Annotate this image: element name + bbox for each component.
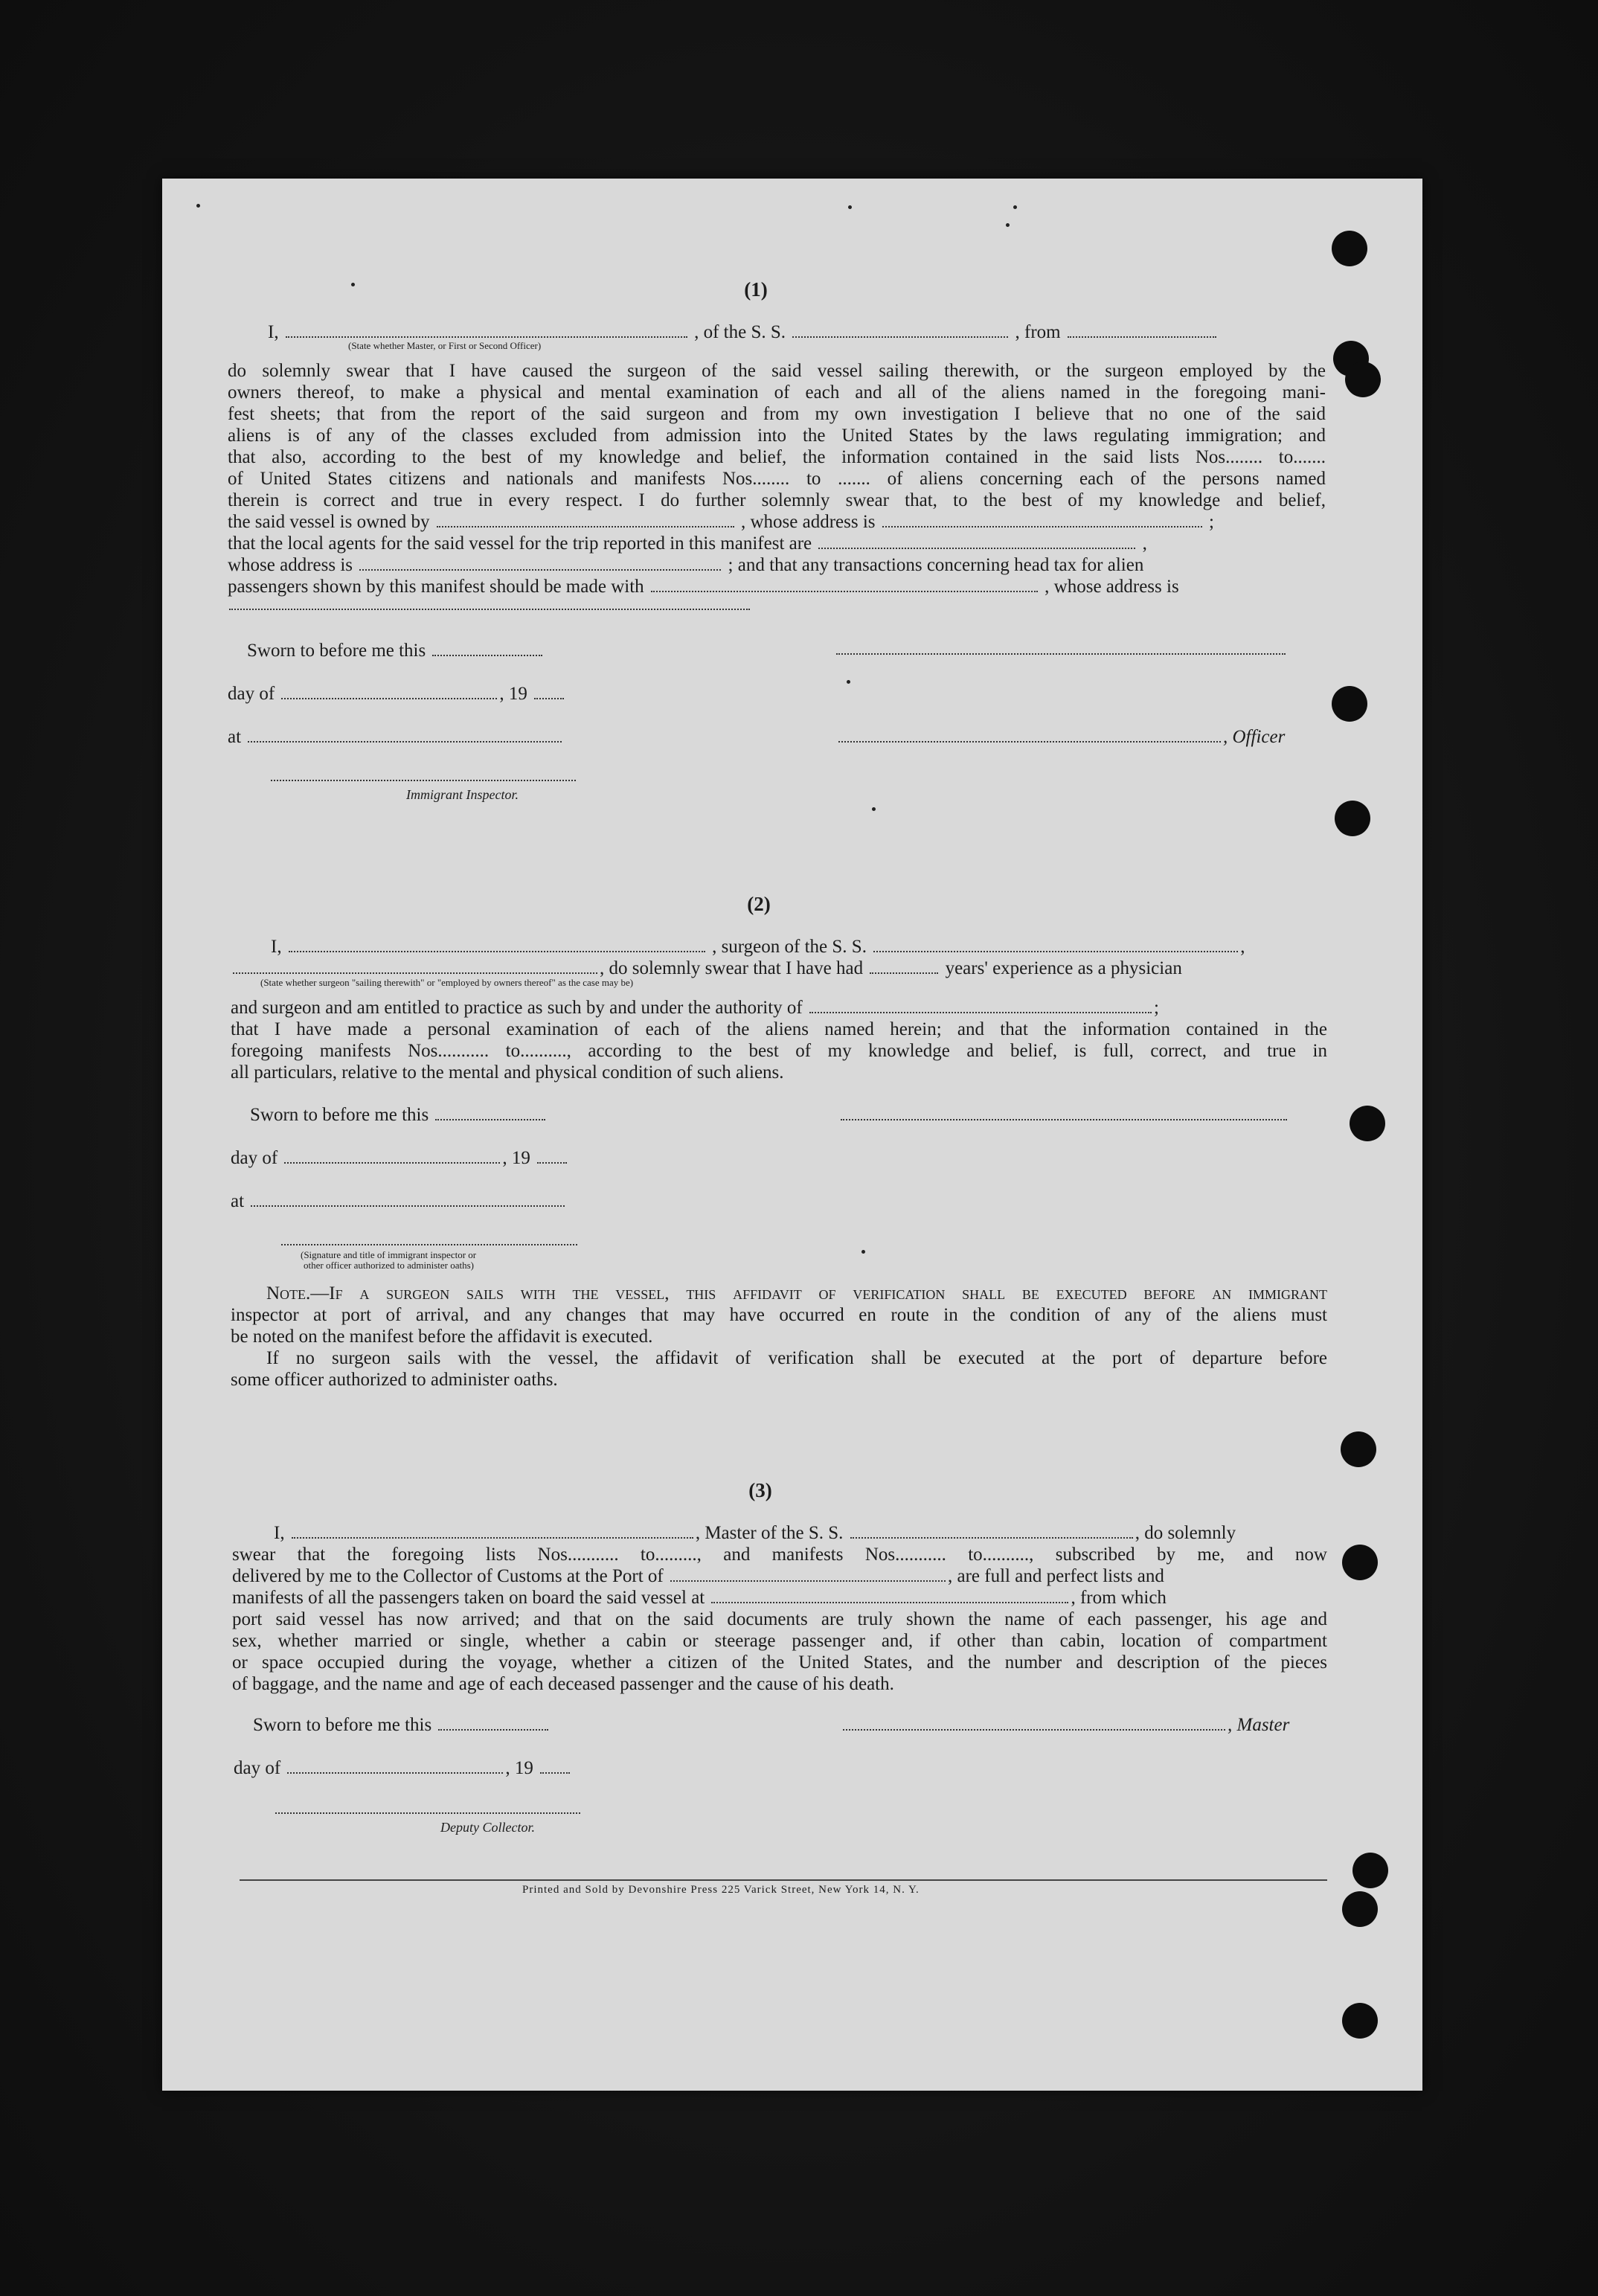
sworn-blank <box>438 1729 548 1731</box>
section-3-body-line: or space occupied during the voyage, whether a citizen of the United States, and the number and description of the pieces <box>232 1652 1327 1673</box>
authority-blank <box>809 1012 1152 1013</box>
officer-signature <box>836 726 1285 748</box>
comma: , <box>1142 533 1147 554</box>
address-continuation-blank <box>229 609 750 610</box>
punch-hole <box>1342 1891 1378 1927</box>
punch-hole <box>1341 1431 1376 1467</box>
note-line <box>231 1283 1327 1304</box>
section-3-body-line: sex, whether married or single, whether a cabin or steerage passenger and, if other than cabin, location of compartment <box>232 1631 1327 1651</box>
section-2-sub-caption: (State whether surgeon "sailing therewith" or "employed by owners thereof" as the case may be) <box>260 977 634 988</box>
master-signature-blank <box>843 1729 1225 1731</box>
section-2-sworn <box>250 1104 548 1126</box>
year-blank <box>534 698 564 699</box>
section-1-body-line: therein is correct and true in every respect. I do further solemnly swear that, to the best of my knowledge and belief, <box>228 490 1326 510</box>
punch-hole <box>1335 801 1370 836</box>
section-1-i: I, <box>268 322 279 342</box>
day-of-label: day of <box>231 1148 278 1168</box>
section-3-day <box>234 1757 572 1779</box>
note-line: be noted on the manifest before the affidavit is executed. <box>231 1327 653 1347</box>
officer-label: , Officer <box>1223 727 1286 747</box>
year-label: , 19 <box>505 1758 533 1778</box>
passengers-line <box>228 576 1326 597</box>
punch-hole <box>1342 1545 1378 1580</box>
sworn-label: Sworn to before me this <box>253 1715 432 1735</box>
experience-text: years' experience as a physician <box>945 958 1182 978</box>
day-blank <box>287 1772 503 1774</box>
at-blank <box>248 741 562 743</box>
printer-imprint: Printed and Sold by Devonshire Press 225 Varick Street, New York 14, N. Y. <box>522 1884 920 1896</box>
section-2-line-2 <box>231 958 1327 979</box>
speck <box>351 283 355 286</box>
surgeon-type-blank <box>233 972 597 974</box>
section-2-body-line: all particulars, relative to the mental and physical condition of such aliens. <box>231 1062 784 1083</box>
section-3-sworn <box>253 1714 551 1736</box>
section-1-body-line: that also, according to the best of my knowledge and belief, the information contained in the said lists Nos........ to....... <box>228 447 1326 467</box>
sig-caption-1: (Signature and title of immigrant inspector or <box>301 1249 477 1260</box>
at-label: at <box>231 1191 245 1211</box>
note-line: inspector at port of arrival, and any changes that may have occurred en route in the condition of any of the aliens must <box>231 1305 1327 1325</box>
agents-blank <box>818 548 1135 549</box>
footer-rule <box>240 1879 1327 1881</box>
section-2-line-1 <box>271 936 1327 958</box>
departure-port-blank <box>711 1602 1068 1603</box>
speck <box>872 807 876 811</box>
section-2-at <box>231 1190 567 1212</box>
collector-text: delivered by me to the Collector of Customs at the Port of <box>232 1566 664 1586</box>
passengers-label: passengers shown by this manifest should be made with <box>228 577 644 597</box>
speck <box>847 680 850 684</box>
section-1-at <box>228 726 564 748</box>
section-1-body-line: owners thereof, to make a physical and mental examination of each and all of the aliens named in the foregoing mani- <box>228 382 1326 403</box>
agents-address-blank <box>359 569 721 571</box>
owned-by-line <box>228 511 1326 533</box>
day-blank <box>281 698 497 699</box>
section-3-number: (3) <box>748 1479 772 1501</box>
section-3-i: I, <box>274 1523 285 1543</box>
note-text: Note.—If a surgeon sails with the vessel, this affidavit of verification shall be executed before an immigrant <box>266 1283 1327 1303</box>
section-2-line-3 <box>231 997 1327 1019</box>
owner-address-label: , whose address is <box>740 512 876 532</box>
agents-address-line <box>228 554 1326 576</box>
section-1-body-line: aliens is of any of the classes excluded from admission into the United States by the laws regulating immigration; and <box>228 426 1326 446</box>
section-1-of-ss: , of the S. S. <box>694 322 786 342</box>
year-blank <box>540 1772 570 1774</box>
note2-line: If no surgeon sails with the vessel, the affidavit of verification shall be executed at the port of departure before <box>266 1348 1327 1368</box>
immigrant-inspector-title: Immigrant Inspector. <box>406 787 519 802</box>
from-port-blank <box>1068 336 1216 338</box>
manifest-affidavit-page <box>162 179 1422 2091</box>
comma: , <box>1240 937 1245 957</box>
section-3-line-3 <box>232 1565 1327 1587</box>
taken-on-board-text: manifests of all the passengers taken on board the said vessel at <box>232 1588 705 1608</box>
speck <box>196 204 200 208</box>
section-1-sworn <box>247 640 545 661</box>
section-2-number: (2) <box>747 893 771 915</box>
sig-caption-2: other officer authorized to administer oaths) <box>304 1260 474 1271</box>
authority-text: and surgeon and am entitled to practice as such by and under the authority of <box>231 998 803 1018</box>
do-solemnly-text: , do solemnly <box>1135 1523 1236 1543</box>
owner-address-blank <box>882 526 1202 527</box>
agents-line <box>228 533 1326 554</box>
vessel-name-blank <box>792 336 1008 338</box>
solemnly-swear-text: , do solemnly swear that I have had <box>600 958 864 978</box>
surgeon-of-ss-label: , surgeon of the S. S. <box>712 937 867 957</box>
speck <box>848 205 852 209</box>
inspector-signature-blank <box>271 780 576 781</box>
section-1-body-line: do solemnly swear that I have caused the surgeon of the said vessel sailing therewith, or the surgeon employed by the <box>228 361 1326 381</box>
speck <box>1006 223 1010 227</box>
year-label: , 19 <box>502 1148 530 1168</box>
owner-blank <box>437 526 734 527</box>
surgeon-name-blank <box>289 951 705 952</box>
deputy-collector-title: Deputy Collector. <box>440 1820 535 1835</box>
section-2-body-line: that I have made a personal examination of each of the aliens named herein; and that the information contained in the <box>231 1019 1327 1039</box>
agents-label: that the local agents for the said vessel for the trip reported in this manifest are <box>228 533 812 554</box>
sworn-blank <box>432 655 542 656</box>
master-vessel-blank <box>850 1537 1133 1539</box>
punch-hole <box>1332 686 1367 722</box>
section-1-body-line: of United States citizens and nationals and manifests Nos........ to ....... of aliens concerning each of the persons named <box>228 469 1326 489</box>
punch-hole <box>1352 1853 1388 1888</box>
sworn-label: Sworn to before me this <box>247 641 426 661</box>
section-3-body-line: of baggage, and the name and age of each deceased passenger and the cause of his death. <box>232 1674 894 1694</box>
section-1-sub-caption: (State whether Master, or First or Second Officer) <box>348 340 542 351</box>
head-tax-text: ; and that any transactions concerning head tax for alien <box>728 555 1144 575</box>
signature-blank-1 <box>836 653 1286 655</box>
section-1-day <box>228 683 566 705</box>
section-3-line-2: swear that the foregoing lists Nos........... to........., and manifests Nos........... to.........., subscribed by me, and now <box>232 1545 1327 1565</box>
collector-signature-blank <box>275 1812 580 1814</box>
punch-hole <box>1350 1106 1385 1141</box>
master-of-ss-label: , Master of the S. S. <box>695 1523 844 1543</box>
at-blank <box>251 1205 565 1207</box>
section-3-body-line: port said vessel has now arrived; and that on the said documents are truly shown the name of each passenger, his age and <box>232 1609 1327 1629</box>
year-label: , 19 <box>499 684 527 704</box>
port-blank <box>670 1580 946 1582</box>
agents-address-label: whose address is <box>228 555 353 575</box>
section-2-body-line: foregoing manifests Nos........... to.........., according to the best of my knowledge and belief, is full, correct, and true in <box>231 1041 1327 1061</box>
punch-hole <box>1342 2003 1378 2039</box>
officer-signature-blank <box>838 741 1221 743</box>
day-of-label: day of <box>228 684 275 704</box>
officer-name-blank <box>286 336 687 338</box>
master-name-blank <box>292 1537 693 1539</box>
speck <box>861 1250 865 1254</box>
section-1-from: , from <box>1015 322 1061 342</box>
master-label: , Master <box>1228 1715 1290 1735</box>
section-1-number: (1) <box>744 278 768 301</box>
punch-hole <box>1345 362 1381 397</box>
from-which-text: , from which <box>1071 1588 1167 1608</box>
sworn-blank <box>435 1119 545 1120</box>
surgeon-vessel-blank <box>873 951 1238 952</box>
section-1-body-line: fest sheets; that from the report of the said surgeon and from my own investigation I believe that no one of the said <box>228 404 1326 424</box>
full-perfect-text: , are full and perfect lists and <box>948 1566 1164 1586</box>
master-signature <box>841 1714 1289 1736</box>
day-blank <box>284 1162 500 1164</box>
semicolon: ; <box>1209 512 1214 532</box>
inspector-signature-blank <box>281 1244 577 1245</box>
year-blank <box>537 1162 567 1164</box>
at-label: at <box>228 727 242 747</box>
note2-line: some officer authorized to administer oaths. <box>231 1370 558 1390</box>
passengers-address-label: , whose address is <box>1045 577 1179 597</box>
owned-by-label: the said vessel is owned by <box>228 512 430 532</box>
speck <box>1013 205 1017 209</box>
section-2-i: I, <box>271 937 282 957</box>
punch-hole <box>1332 231 1367 266</box>
day-of-label: day of <box>234 1758 281 1778</box>
passengers-blank <box>651 591 1038 592</box>
section-3-line-4 <box>232 1587 1327 1609</box>
semicolon: ; <box>1154 998 1159 1018</box>
section-3-line-1 <box>274 1522 1327 1544</box>
sworn-label: Sworn to before me this <box>250 1105 429 1125</box>
surgeon-signature-blank <box>841 1119 1287 1120</box>
years-blank <box>870 972 938 974</box>
section-2-day <box>231 1147 569 1169</box>
